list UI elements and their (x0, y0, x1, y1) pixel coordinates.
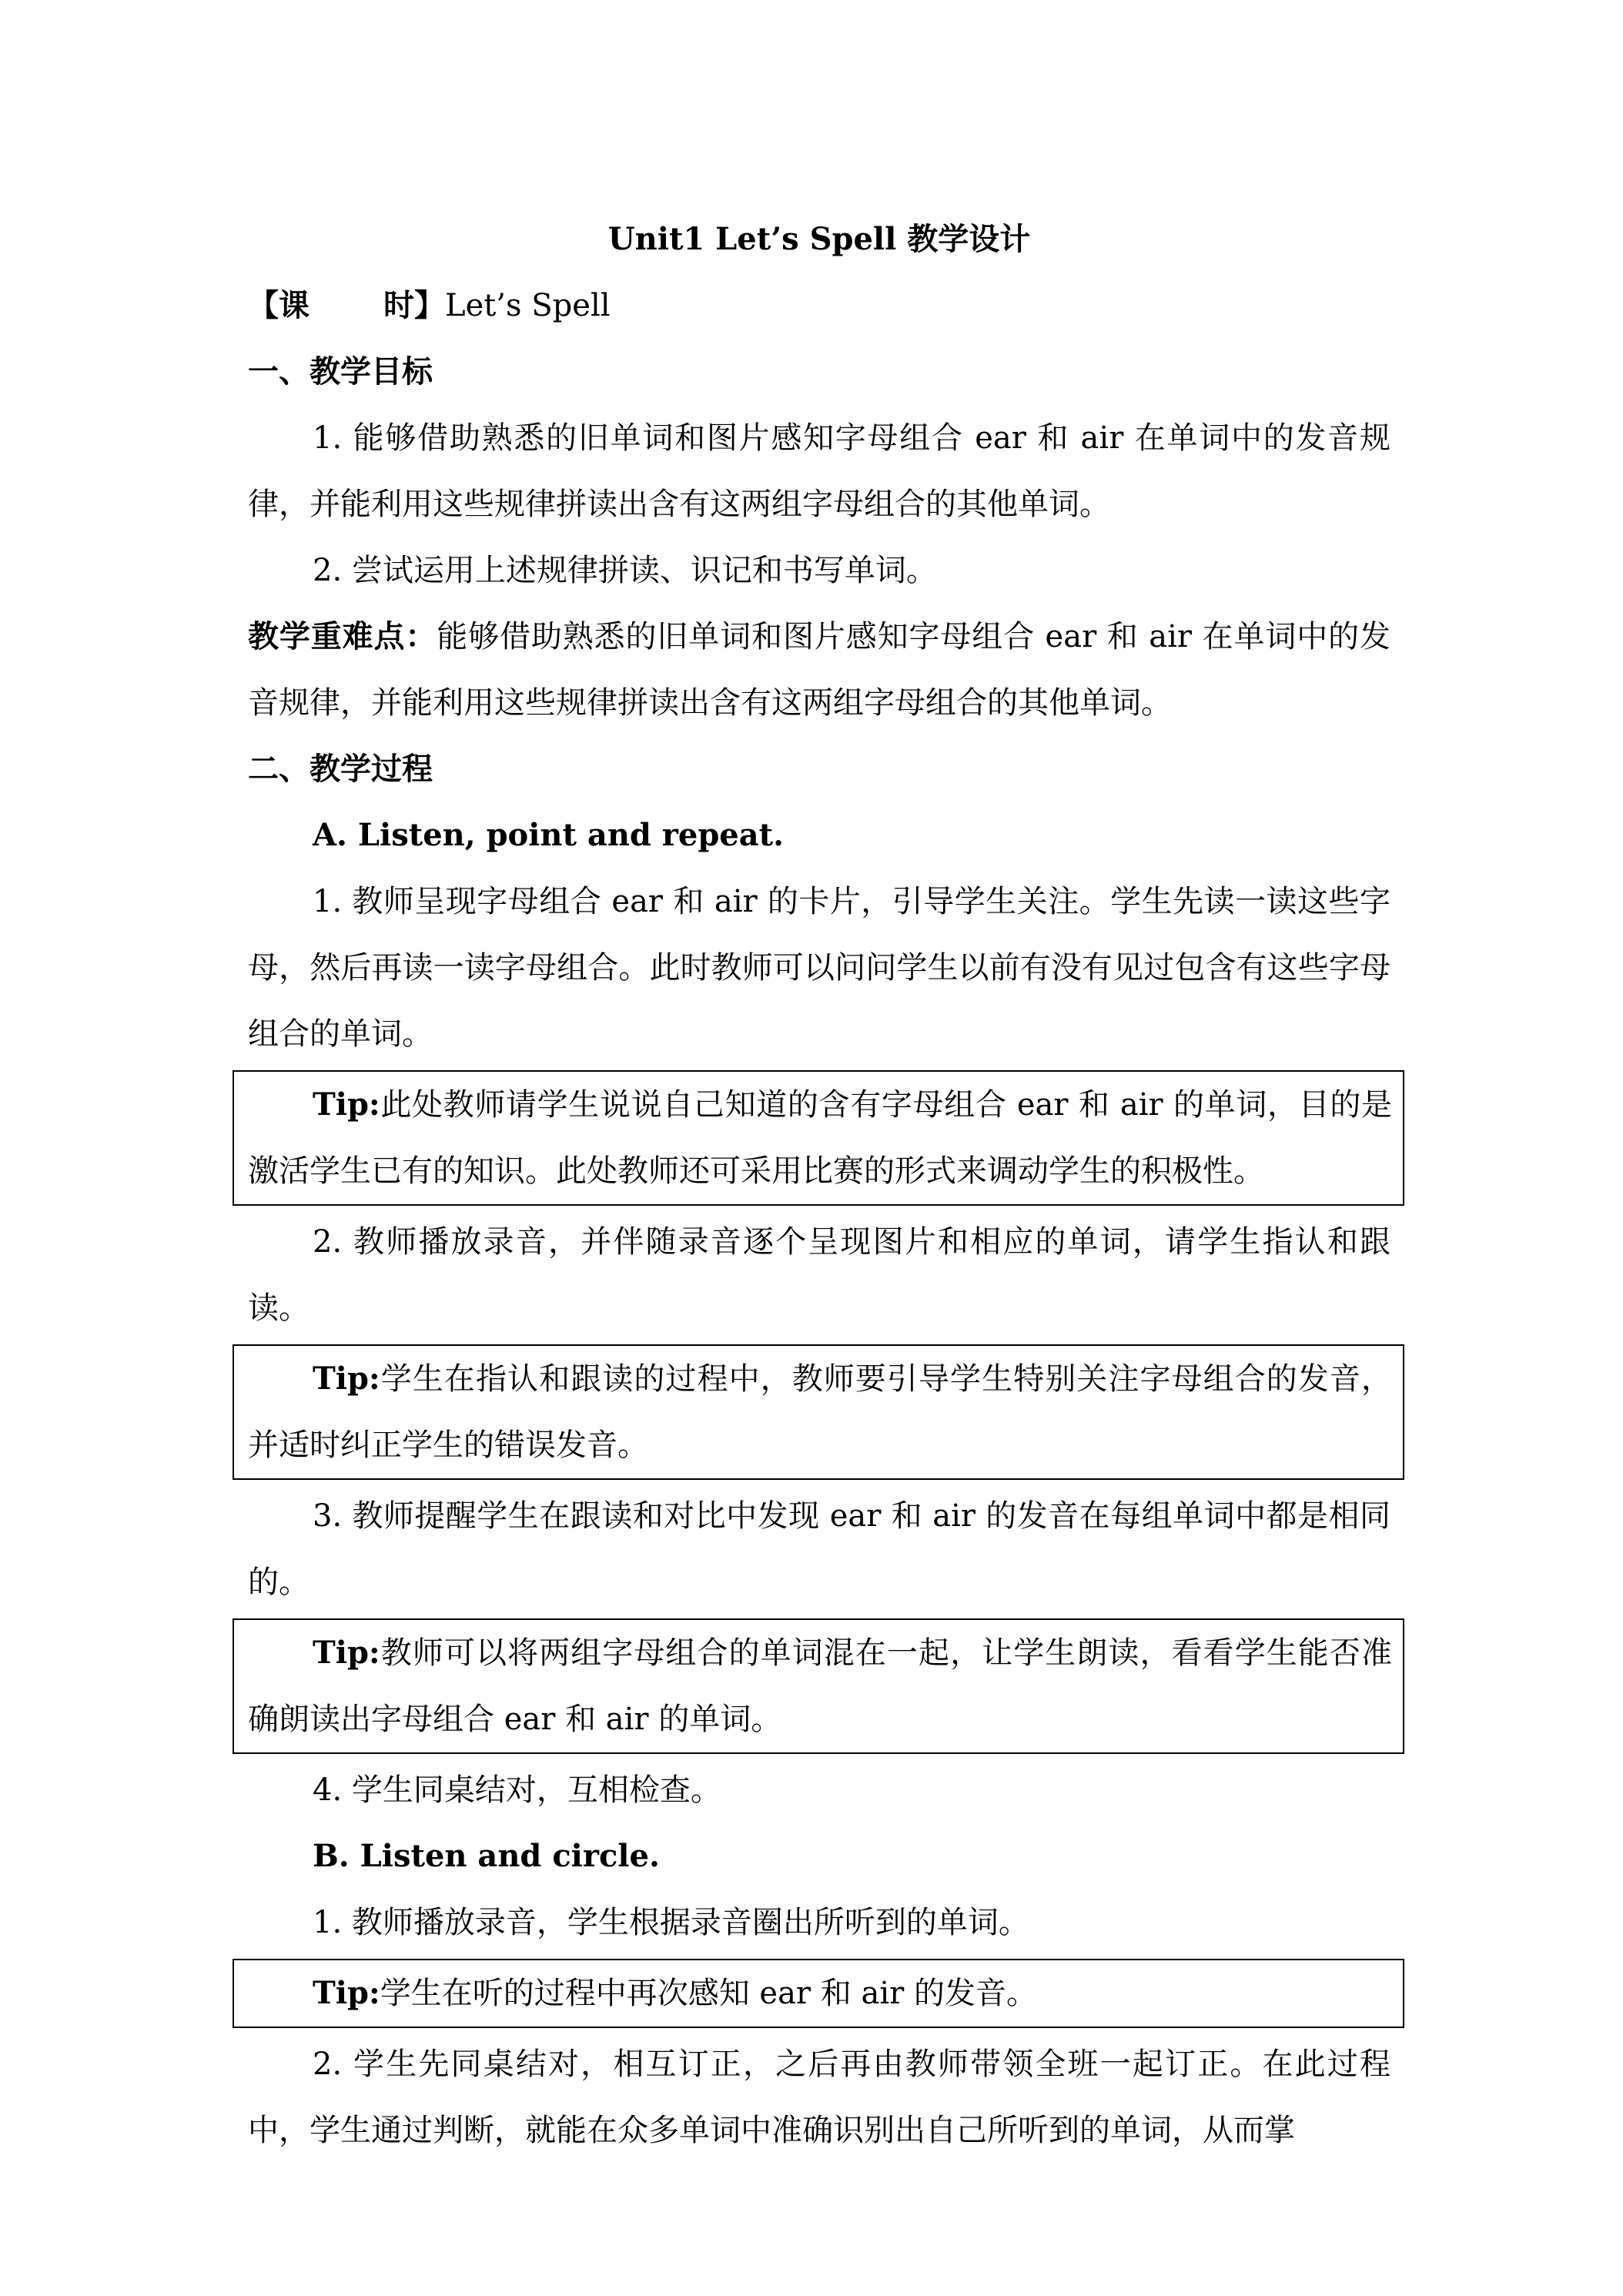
part-a-heading: A. Listen, point and repeat. (313, 817, 785, 853)
document-title: Unit1 Let’s Spell 教学设计 (607, 221, 1031, 257)
part-a-step-3: 3. 教师提醒学生在跟读和对比中发现 ear 和 air 的发音在每组单词中都是相同的。 (248, 1498, 1390, 1600)
key-points-text: 能够借助熟悉的旧单词和图片感知字母组合 ear 和 air 在单词中的发音规律，并能利用这些规律拼读出含有这两组字母组合的其他单词。 (248, 619, 1391, 721)
tip-text: 学生在听的过程中再次感知 ear 和 air 的发音。 (380, 1976, 1037, 2011)
lesson-label-b: 时 (383, 287, 414, 323)
part-b-step-1: 1. 教师播放录音，学生根据录音圈出所听到的单词。 (313, 1905, 1029, 1940)
tip-box-1 (233, 1070, 1404, 1206)
key-points-label: 教学重难点： (248, 618, 437, 654)
lesson-close-bracket: 】 (414, 287, 445, 323)
part-a-step-1: 1. 教师呈现字母组合 ear 和 air 的卡片，引导学生关注。学生先读一读这些字母，然后再读一读字母组合。此时教师可以问问学生以前有没有见过包含有这些字母组合的单词。 (248, 884, 1390, 1052)
tip-box-2 (233, 1344, 1404, 1480)
goal-2: 2. 尝试运用上述规律拼读、识记和书写单词。 (313, 553, 937, 588)
tip-box-4 (233, 1959, 1404, 2028)
lesson-open-bracket: 【 (248, 287, 279, 323)
section1-heading: 一、教学目标 (248, 353, 433, 390)
lesson-line (248, 273, 1390, 339)
tip-text: 教师可以将两组字母组合的单词混在一起，让学生朗读，看看学生能否准确朗读出字母组合 ear 和 air 的单词。 (248, 1635, 1392, 1737)
tip-label: Tip: (313, 1086, 380, 1123)
tip-text: 此处教师请学生说说自己知道的含有字母组合 ear 和 air 的单词，目的是激活学生已有的知识。此处教师还可采用比赛的形式来调动学生的积极性。 (248, 1087, 1392, 1189)
part-a-step-2: 2. 教师播放录音，并伴随录音逐个呈现图片和相应的单词，请学生指认和跟读。 (248, 1224, 1390, 1326)
part-a-step-4: 4. 学生同桌结对，互相检查。 (313, 1772, 721, 1808)
tip-label: Tip: (313, 1975, 380, 2011)
lesson-label-a: 课 (279, 287, 310, 323)
tip-label: Tip: (313, 1361, 380, 1397)
goal-1: 1. 能够借助熟悉的旧单词和图片感知字母组合 ear 和 air 在单词中的发音规律，并能利用这些规律拼读出含有这两组字母组合的其他单词。 (248, 420, 1390, 522)
lesson-value: Let’s Spell (445, 288, 611, 323)
tip-box-3 (233, 1618, 1404, 1754)
section2-heading: 二、教学过程 (248, 751, 433, 787)
part-b-heading: B. Listen and circle. (313, 1838, 660, 1874)
tip-label: Tip: (313, 1635, 380, 1671)
part-b-step-2: 2. 学生先同桌结对，相互订正，之后再由教师带领全班一起订正。在此过程中，学生通过判断，就能在众多单词中准确识别出自己所听到的单词，从而掌 (248, 2047, 1390, 2148)
document-content (248, 206, 1390, 2164)
tip-text: 学生在指认和跟读的过程中，教师要引导学生特别关注字母组合的发音，并适时纠正学生的错误发音。 (248, 1361, 1392, 1463)
key-points (248, 604, 1390, 736)
